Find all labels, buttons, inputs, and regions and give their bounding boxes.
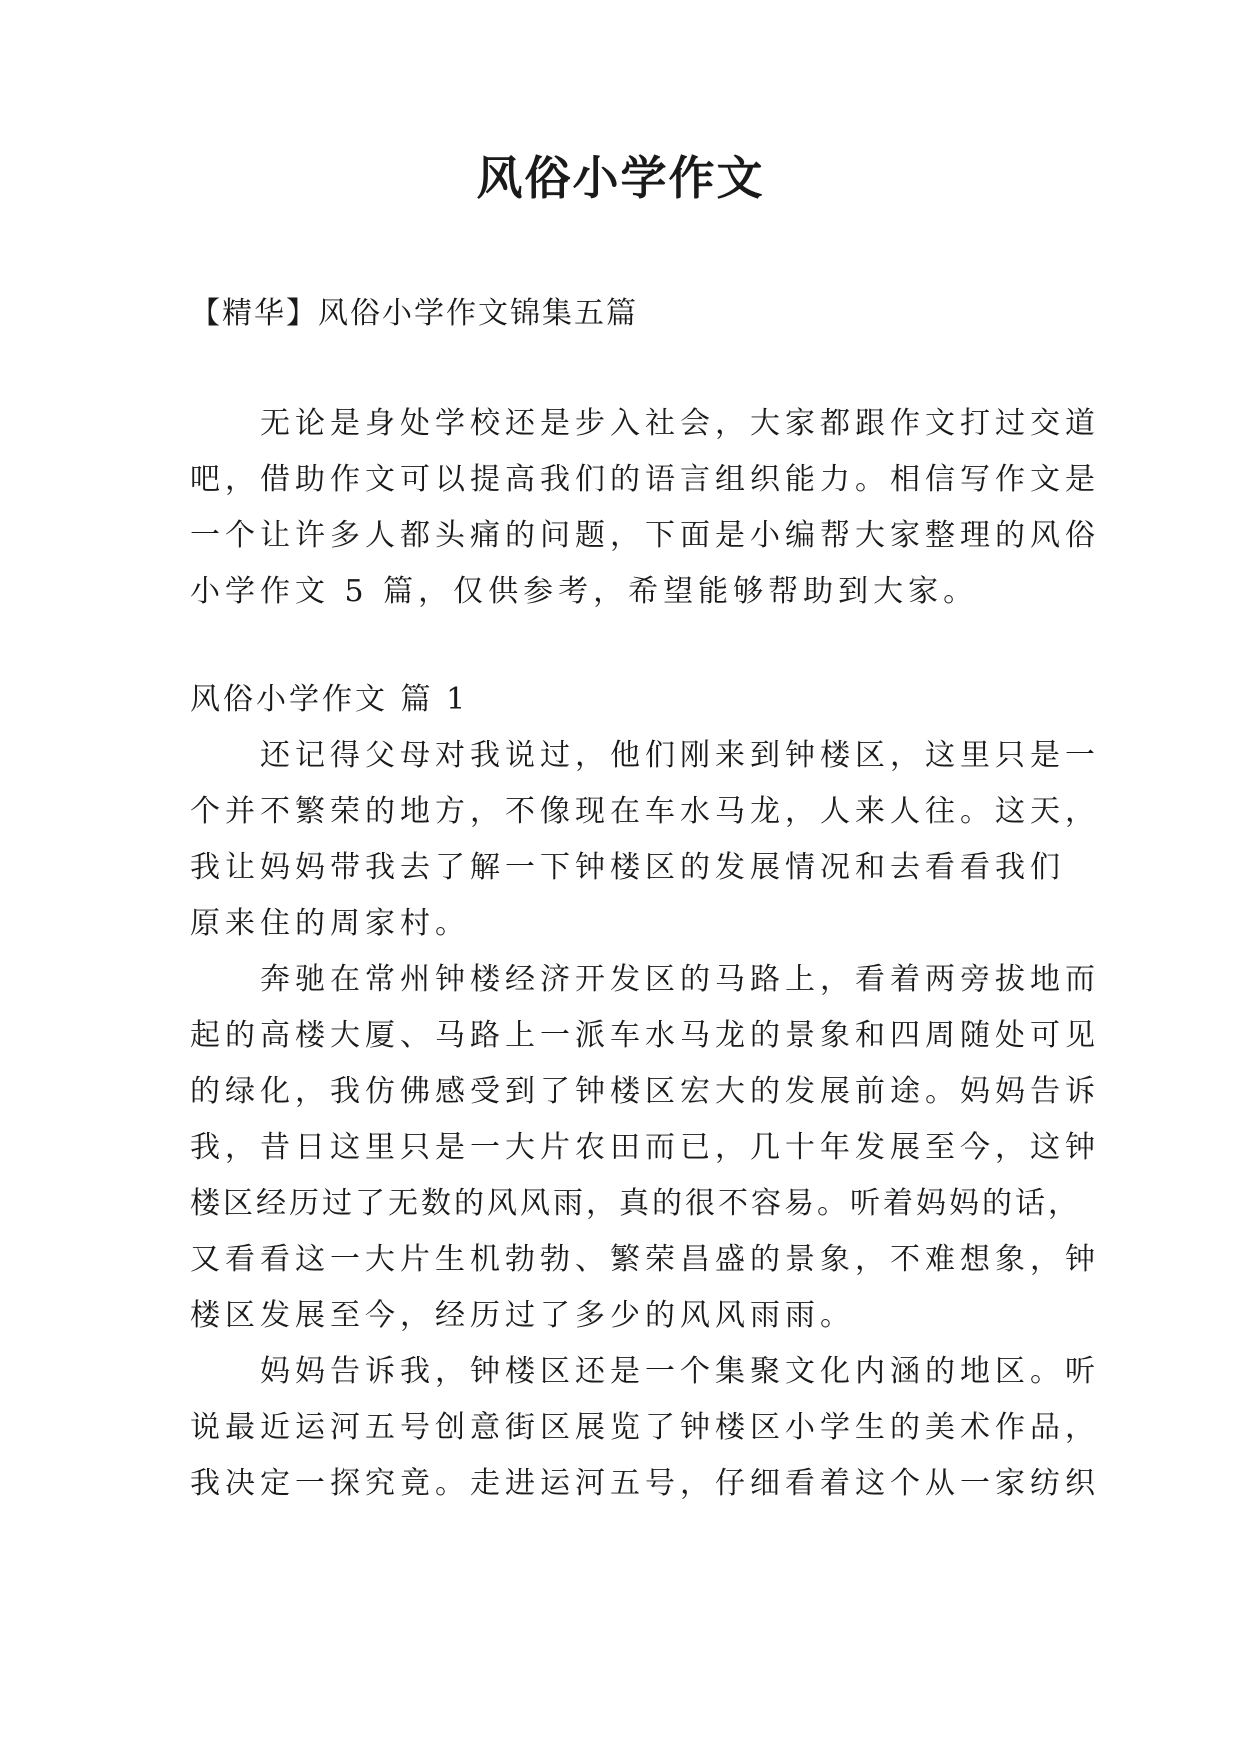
intro-line: 无论是身处学校还是步入社会，大家都跟作文打过交道 (190, 406, 1100, 441)
paragraph-line: 说最近运河五号创意街区展览了钟楼区小学生的美术作品， (190, 1410, 1100, 1445)
paragraph-line: 妈妈告诉我，钟楼区还是一个集聚文化内涵的地区。听 (190, 1354, 1100, 1389)
section-heading: 风俗小学作文 篇 1 (190, 682, 469, 717)
document-title: 风俗小学作文 (476, 151, 765, 205)
paragraph-line: 又看看这一大片生机勃勃、繁荣昌盛的景象，不难想象，钟 (190, 1242, 1100, 1277)
document-subtitle: 【精华】风俗小学作文锦集五篇 (190, 296, 638, 331)
paragraph-line: 奔驰在常州钟楼经济开发区的马路上，看着两旁拔地而 (190, 962, 1100, 997)
paragraph-line: 楼区发展至今，经历过了多少的风风雨雨。 (190, 1298, 855, 1333)
paragraph-line: 我让妈妈带我去了解一下钟楼区的发展情况和去看看我们 (190, 850, 1065, 885)
paragraph-line: 原来住的周家村。 (190, 906, 470, 941)
intro-line: 小学作文 5 篇，仅供参考，希望能够帮助到大家。 (190, 574, 979, 609)
paragraph-line: 我决定一探究竟。走进运河五号，仔细看着这个从一家纺织 (190, 1466, 1100, 1501)
intro-line: 吧，借助作文可以提高我们的语言组织能力。相信写作文是 (190, 462, 1100, 497)
paragraph-line: 的绿化，我仿佛感受到了钟楼区宏大的发展前途。妈妈告诉 (190, 1074, 1100, 1109)
paragraph-line: 个并不繁荣的地方，不像现在车水马龙，人来人往。这天， (190, 794, 1100, 829)
intro-line: 一个让许多人都头痛的问题，下面是小编帮大家整理的风俗 (190, 518, 1100, 553)
paragraph-line: 还记得父母对我说过，他们刚来到钟楼区，这里只是一 (190, 738, 1100, 773)
paragraph-line: 我，昔日这里只是一大片农田而已，几十年发展至今，这钟 (190, 1130, 1100, 1165)
paragraph-line: 起的高楼大厦、马路上一派车水马龙的景象和四周随处可见 (190, 1018, 1100, 1053)
paragraph-line: 楼区经历过了无数的风风雨，真的很不容易。听着妈妈的话， (190, 1186, 1081, 1221)
